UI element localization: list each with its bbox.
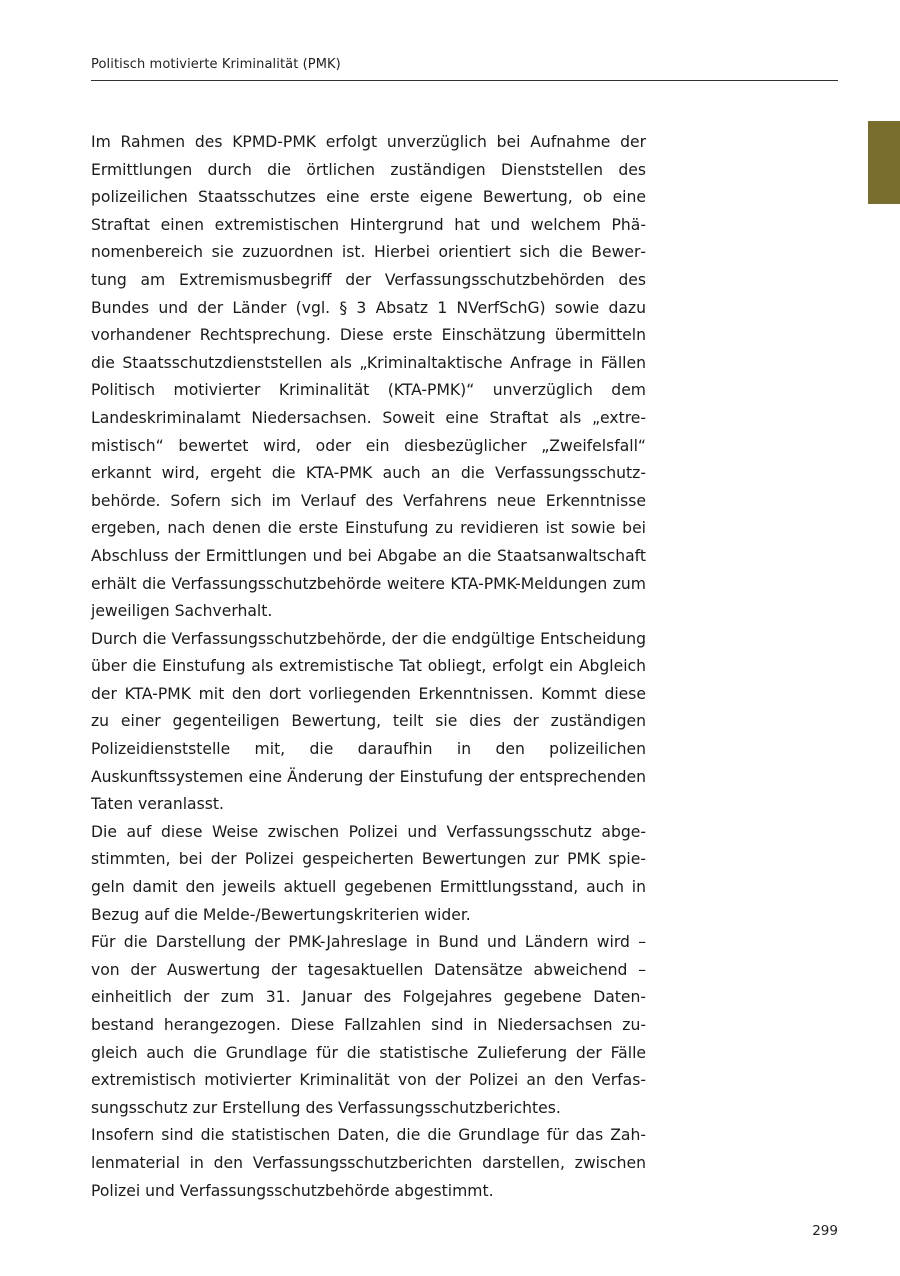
- paragraph-verfassungsschutz-review: Durch die Verfassungsschutzbehörde, der die endgültige Entscheidung über die Einstufung als extremistische Tat obliegt, erfolgt ein Abgleich der KTA-PMK mit den dort vorliegenden Erkenntnissen. Kommt diese zu einer gegenteiligen Bewertung, teilt sie dies der zuständigen Polizeidienststelle mit, die daraufhin in den polizeilichen Auskunftssystemen eine Änderung der Einstufung der entsprechenden Taten veranlasst.: [91, 629, 646, 814]
- paragraph-coordinated-assessments: Die auf diese Weise zwischen Polizei und Verfassungsschutz abgestimmten, bei der Polizei gespeicherten Bewertungen zur PMK spiegeln damit den jeweils aktuell gegebenen Ermittlungsstand, auch in Bezug auf die Melde-/Bewertungskriterien wider.: [91, 822, 646, 924]
- chapter-side-tab: [868, 121, 900, 204]
- running-header-title: Politisch motivierte Kriminalität (PMK): [91, 57, 341, 72]
- page-number: 299: [812, 1223, 838, 1239]
- paragraph-kta-pmk-procedure: Im Rahmen des KPMD-PMK erfolgt unverzüglich bei Aufnahme der Ermittlungen durch die örtlichen zuständigen Dienststellen des polizeilichen Staatsschutzes eine erste eigene Bewertung, ob eine Straftat einen extremistischen Hintergrund hat und welchem Phänomenbereich sie zuzuordnen ist. Hierbei orientiert sich die Bewertung am Extremismusbegriff der Verfassungsschutzbehörden des Bundes und der Länder (vgl. § 3 Absatz 1 NVerfSchG) sowie dazu vorhandener Rechtsprechung. Diese erste Einschätzung übermitteln die Staatsschutzdienststellen als „Kriminaltaktische Anfrage in Fällen Politisch motivierter Kriminalität (KTA-PMK)“ unverzüglich dem Landeskriminalamt Niedersachsen. Soweit eine Straftat als „extremistisch“ bewertet wird, oder ein diesbezüglicher „Zweifelsfall“ erkannt wird, ergeht die KTA-PMK auch an die Verfassungsschutzbehörde. Sofern sich im Verlauf des Verfahrens neue Erkenntnisse ergeben, nach denen die erste Einstufung zu revidieren ist sowie bei Abschluss der Ermittlungen und bei Abgabe an die Staatsanwaltschaft erhält die Verfassungsschutzbehörde weitere KTA-PMK-Meldungen zum jeweiligen Sachverhalt.: [91, 133, 646, 621]
- paragraph-annual-data: Für die Darstellung der PMK-Jahreslage in Bund und Ländern wird – von der Auswertung der tagesaktuellen Datensätze abweichend – einheitlich der zum 31. Januar des Folgejahres gegebene Datenbestand herangezogen. Diese Fallzahlen sind in Niedersachsen zugleich auch die Grundlage für die statistische Zulieferung der Fälle extremistisch motivierter Kriminalität von der Polizei an den Verfassungsschutz zur Erstellung des Verfassungsschutzberichtes.: [91, 933, 646, 1117]
- paragraph-statistics-agreement: Insofern sind die statistischen Daten, die die Grundlage für das Zahlenmaterial in den Verfassungsschutzberichten darstellen, zwischen Polizei und Verfassungsschutzbehörde abgestimmt.: [91, 1126, 646, 1200]
- header-divider: [91, 80, 838, 81]
- body-text: [91, 129, 646, 1205]
